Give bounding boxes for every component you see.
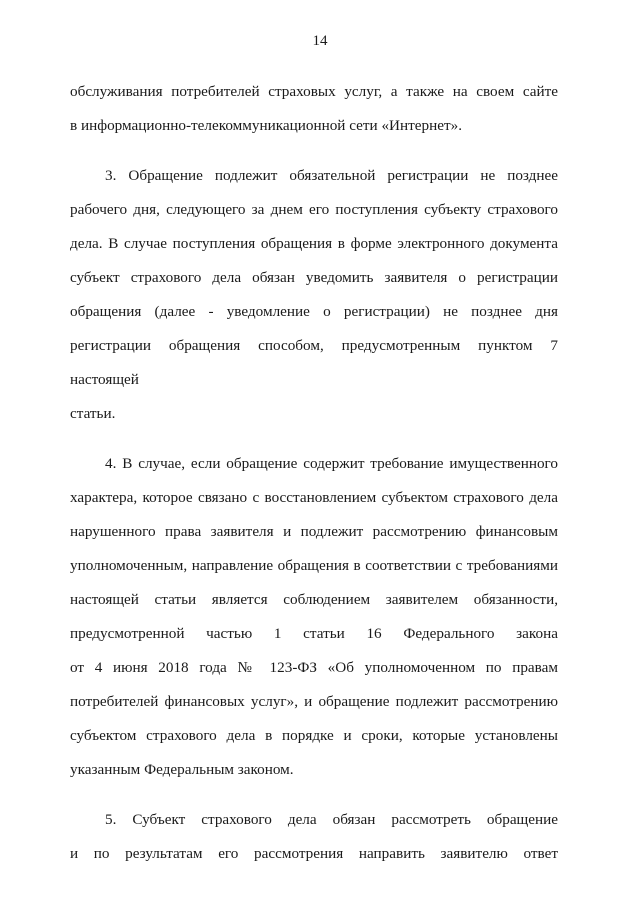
text-line: субъектом страхового дела в порядке и сроки, которые установлены — [70, 727, 558, 744]
text-line: обращения (далее - уведомление о регистрации) не позднее дня — [70, 303, 558, 320]
text-line: предусмотренной частью 1 статьи 16 Федерального закона — [70, 625, 558, 642]
document-body — [70, 75, 558, 871]
text-line: субъект страхового дела обязан уведомить заявителя о регистрации — [70, 269, 558, 286]
text-line: регистрации обращения способом, предусмотренным пунктом 7 настоящей — [70, 337, 558, 388]
text-line: и по результатам его рассмотрения направить заявителю ответ — [70, 845, 558, 862]
text-line: дела. В случае поступления обращения в форме электронного документа — [70, 235, 558, 252]
text-line: указанным Федеральным законом. — [70, 761, 294, 778]
text-line: 5. Субъект страхового дела обязан рассмотреть обращение — [105, 811, 558, 828]
text-line: 4. В случае, если обращение содержит требование имущественного — [105, 455, 558, 472]
text-line: статьи. — [70, 405, 116, 422]
paragraph-item-3 — [70, 159, 558, 431]
text-line: рабочего дня, следующего за днем его поступления субъекту страхового — [70, 201, 558, 218]
text-line: в информационно-телекоммуникационной сети «Интернет». — [70, 117, 463, 134]
text-line: 3. Обращение подлежит обязательной регистрации не позднее — [105, 167, 558, 184]
text-line: настоящей статьи является соблюдением заявителем обязанности, — [70, 591, 558, 608]
paragraph-item-4 — [70, 447, 558, 787]
text-line: нарушенного права заявителя и подлежит рассмотрению финансовым — [70, 523, 558, 540]
text-line: от 4 июня 2018 года № 123-ФЗ «Об уполномоченном по правам — [70, 659, 558, 676]
text-line: характера, которое связано с восстановлением субъектом страхового дела — [70, 489, 558, 506]
page-number: 14 — [312, 33, 328, 49]
text-line: уполномоченным, направление обращения в соответствии с требованиями — [70, 557, 558, 574]
paragraph-item-5 — [70, 803, 558, 871]
text-line: потребителей финансовых услуг», и обращение подлежит рассмотрению — [70, 693, 558, 710]
paragraph-continuation — [70, 75, 558, 143]
text-line: обслуживания потребителей страховых услуг, а также на своем сайте — [70, 83, 558, 100]
